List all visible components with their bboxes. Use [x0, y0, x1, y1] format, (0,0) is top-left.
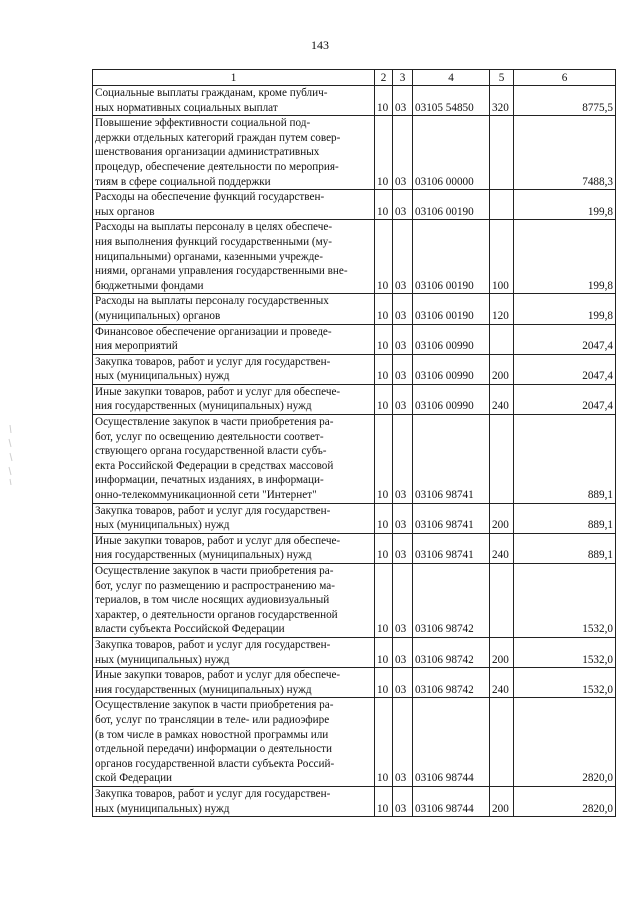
target-article-code: 03106 98741: [413, 533, 490, 563]
target-article-code: 03106 00190: [413, 294, 490, 324]
target-article-code: 03106 00990: [413, 354, 490, 384]
section-code: 10: [375, 190, 393, 220]
row-name: Социальные выплаты гражданам, кроме публич- ных нормативных социальных выплат: [93, 86, 375, 116]
section-code: 10: [375, 503, 393, 533]
row-name: Иные закупки товаров, работ и услуг для обеспече- ния государственных (муниципальных) нужд: [93, 384, 375, 414]
table-row: [93, 533, 616, 563]
subsection-code: 03: [393, 698, 413, 787]
row-name: Расходы на выплаты персоналу государственных (муниципальных) органов: [93, 294, 375, 324]
subsection-code: 03: [393, 533, 413, 563]
expense-type-code: [490, 564, 514, 638]
column-header: 2: [375, 70, 393, 86]
expense-type-code: [490, 698, 514, 787]
subsection-code: 03: [393, 324, 413, 354]
amount: 199,8: [514, 294, 616, 324]
target-article-code: 03106 98741: [413, 415, 490, 504]
table-row: [93, 786, 616, 816]
table-row: [93, 503, 616, 533]
section-code: 10: [375, 86, 393, 116]
table-row: [93, 384, 616, 414]
amount: 2047,4: [514, 324, 616, 354]
subsection-code: 03: [393, 116, 413, 190]
expense-type-code: 240: [490, 533, 514, 563]
subsection-code: 03: [393, 564, 413, 638]
row-name: Закупка товаров, работ и услуг для государствен- ных (муниципальных) нужд: [93, 637, 375, 667]
subsection-code: 03: [393, 86, 413, 116]
row-name: Расходы на выплаты персоналу в целях обеспече- ния выполнения функций государственными (му- ниципальными) органами, казенными учрежде- ниями, органами управления государственными вне- бюджетными фондами: [93, 220, 375, 294]
column-header: 3: [393, 70, 413, 86]
amount: 8775,5: [514, 86, 616, 116]
subsection-code: 03: [393, 415, 413, 504]
expense-type-code: [490, 116, 514, 190]
column-header: 1: [93, 70, 375, 86]
row-name: Финансовое обеспечение организации и проведе- ния мероприятий: [93, 324, 375, 354]
table-row: [93, 190, 616, 220]
section-code: 10: [375, 354, 393, 384]
subsection-code: 03: [393, 220, 413, 294]
scan-artifact-mark: [8, 425, 14, 485]
row-name: Осуществление закупок в части приобретения ра- бот, услуг по размещению и распространению ма- териалов, в том числе носящих аудиовизуальный характер, о деятельности органов государственной власти субъекта Российской Федерации: [93, 564, 375, 638]
amount: 889,1: [514, 415, 616, 504]
target-article-code: 03106 98744: [413, 786, 490, 816]
section-code: 10: [375, 220, 393, 294]
target-article-code: 03106 00190: [413, 220, 490, 294]
target-article-code: 03106 98744: [413, 698, 490, 787]
table-row: [93, 415, 616, 504]
table-header-row: [93, 70, 616, 86]
target-article-code: 03106 00990: [413, 324, 490, 354]
amount: 199,8: [514, 190, 616, 220]
row-name: Осуществление закупок в части приобретения ра- бот, услуг по трансляции в теле- или радиоэфире (в том числе в рамках новостной программы или отдельной передачи) информации о деятельности органов государственной власти субъекта Россий- ской Федерации: [93, 698, 375, 787]
section-code: 10: [375, 415, 393, 504]
expense-type-code: 240: [490, 384, 514, 414]
table-row: [93, 637, 616, 667]
target-article-code: 03106 00190: [413, 190, 490, 220]
section-code: 10: [375, 324, 393, 354]
expense-type-code: 100: [490, 220, 514, 294]
expense-type-code: 200: [490, 637, 514, 667]
table-row: [93, 220, 616, 294]
section-code: 10: [375, 564, 393, 638]
subsection-code: 03: [393, 786, 413, 816]
row-name: Иные закупки товаров, работ и услуг для обеспече- ния государственных (муниципальных) нужд: [93, 668, 375, 698]
amount: 199,8: [514, 220, 616, 294]
section-code: 10: [375, 533, 393, 563]
column-header: 4: [413, 70, 490, 86]
amount: 2820,0: [514, 698, 616, 787]
section-code: 10: [375, 637, 393, 667]
table-row: [93, 698, 616, 787]
target-article-code: 03106 98742: [413, 564, 490, 638]
expense-type-code: 240: [490, 668, 514, 698]
subsection-code: 03: [393, 637, 413, 667]
table-row: [93, 564, 616, 638]
expense-type-code: 200: [490, 786, 514, 816]
row-name: Иные закупки товаров, работ и услуг для обеспече- ния государственных (муниципальных) нужд: [93, 533, 375, 563]
amount: 2820,0: [514, 786, 616, 816]
page-number: 143: [311, 38, 329, 52]
amount: 889,1: [514, 503, 616, 533]
amount: 1532,0: [514, 564, 616, 638]
expense-type-code: 200: [490, 503, 514, 533]
section-code: 10: [375, 384, 393, 414]
table-row: [93, 354, 616, 384]
table-row: [93, 668, 616, 698]
target-article-code: 03106 98741: [413, 503, 490, 533]
row-name: Повышение эффективности социальной под- держки отдельных категорий граждан путем совер- шенствования организации административных процедур, обеспечение деятельности по мероприя- тиям в сфере социальной поддержки: [93, 116, 375, 190]
target-article-code: 03106 00990: [413, 384, 490, 414]
section-code: 10: [375, 698, 393, 787]
row-name: Закупка товаров, работ и услуг для государствен- ных (муниципальных) нужд: [93, 503, 375, 533]
budget-table: [92, 69, 616, 817]
subsection-code: 03: [393, 354, 413, 384]
table-row: [93, 294, 616, 324]
amount: 1532,0: [514, 637, 616, 667]
expense-type-code: [490, 324, 514, 354]
subsection-code: 03: [393, 190, 413, 220]
section-code: 10: [375, 668, 393, 698]
table-row: [93, 116, 616, 190]
expense-type-code: [490, 190, 514, 220]
row-name: Закупка товаров, работ и услуг для государствен- ных (муниципальных) нужд: [93, 354, 375, 384]
target-article-code: 03106 00000: [413, 116, 490, 190]
target-article-code: 03106 98742: [413, 637, 490, 667]
section-code: 10: [375, 294, 393, 324]
amount: 7488,3: [514, 116, 616, 190]
row-name: Расходы на обеспечение функций государствен- ных органов: [93, 190, 375, 220]
amount: 2047,4: [514, 354, 616, 384]
row-name: Закупка товаров, работ и услуг для государствен- ных (муниципальных) нужд: [93, 786, 375, 816]
row-name: Осуществление закупок в части приобретения ра- бот, услуг по освещению деятельности соответ- ствующего органа государственной власти субъ- екта Российской Федерации в средствах массовой информации, печатных изданиях, в информаци- онно-телекоммуникационной сети "Интернет": [93, 415, 375, 504]
table-row: [93, 324, 616, 354]
expense-type-code: [490, 415, 514, 504]
target-article-code: 03105 54850: [413, 86, 490, 116]
amount: 889,1: [514, 533, 616, 563]
subsection-code: 03: [393, 384, 413, 414]
subsection-code: 03: [393, 294, 413, 324]
target-article-code: 03106 98742: [413, 668, 490, 698]
amount: 1532,0: [514, 668, 616, 698]
expense-type-code: 320: [490, 86, 514, 116]
amount: 2047,4: [514, 384, 616, 414]
column-header: 5: [490, 70, 514, 86]
subsection-code: 03: [393, 668, 413, 698]
section-code: 10: [375, 116, 393, 190]
subsection-code: 03: [393, 503, 413, 533]
expense-type-code: 120: [490, 294, 514, 324]
column-header: 6: [514, 70, 616, 86]
section-code: 10: [375, 786, 393, 816]
table-row: [93, 86, 616, 116]
expense-type-code: 200: [490, 354, 514, 384]
